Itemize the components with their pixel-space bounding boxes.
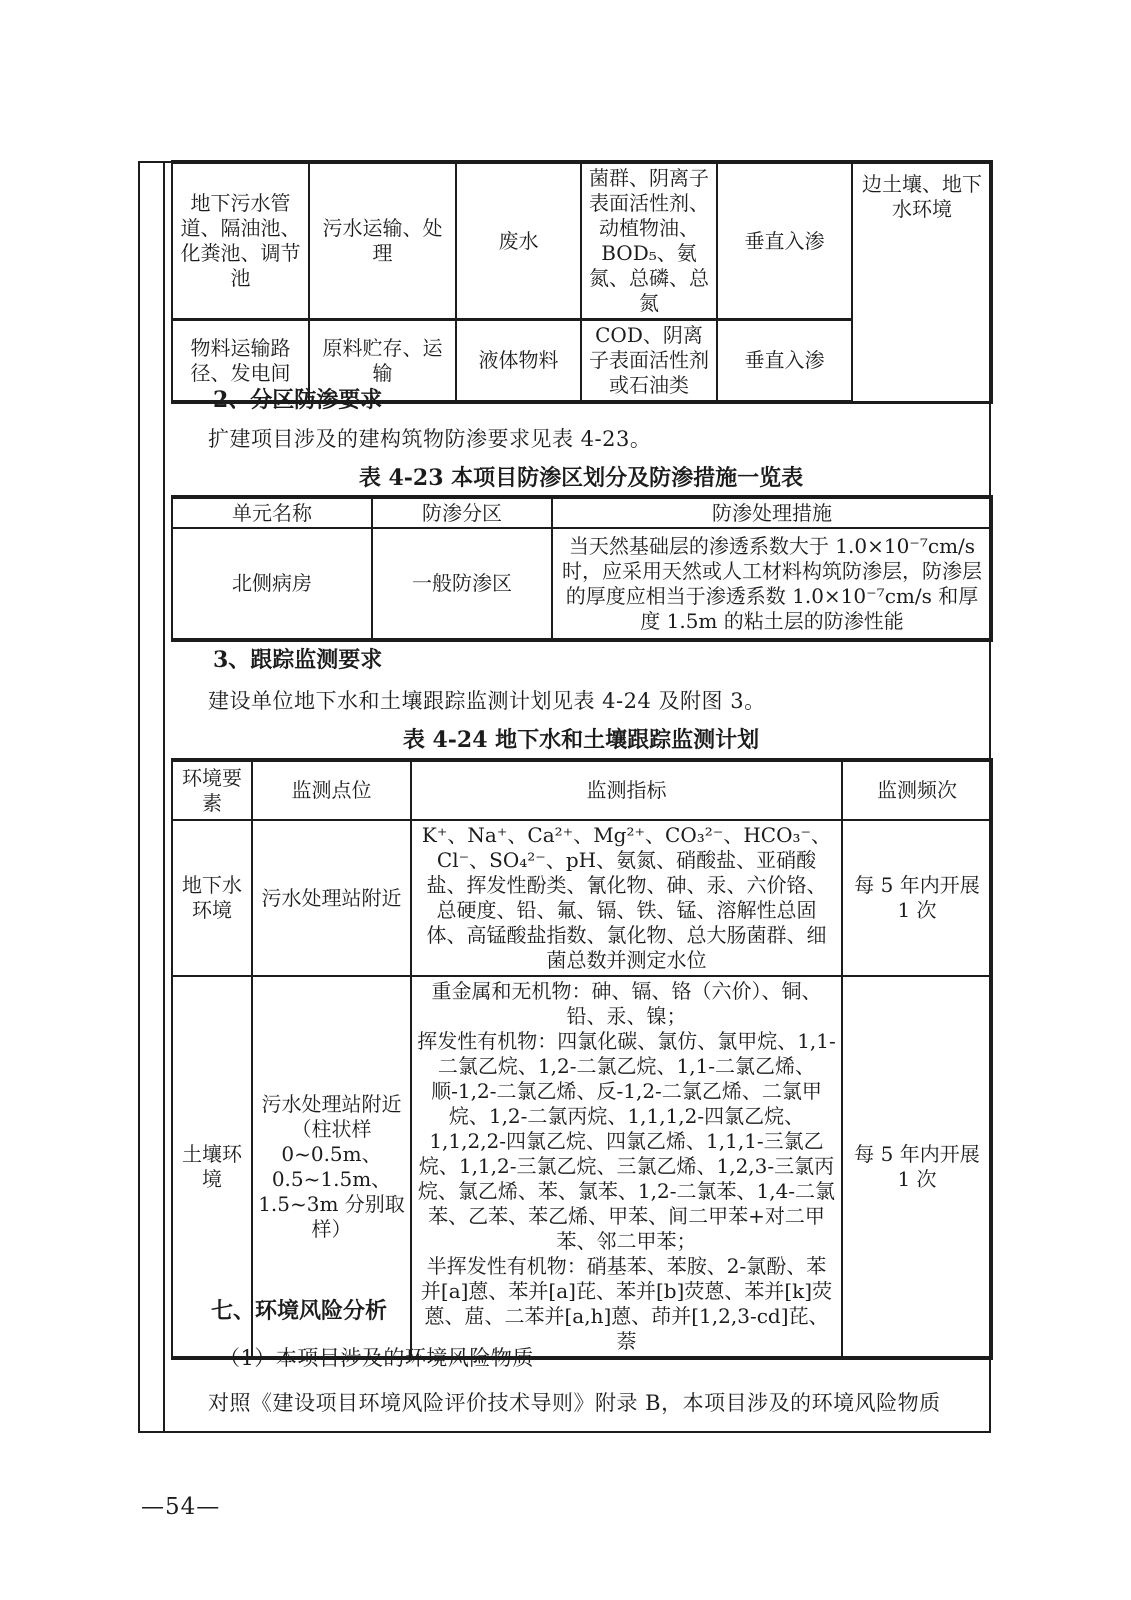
header-element: 环境要素: [172, 760, 252, 820]
header-point: 监测点位: [252, 760, 411, 820]
receptor-cell: 边土壤、地下水环境: [852, 162, 992, 402]
header-measure: 防渗处理措施: [552, 497, 992, 528]
pollutants-cell: 菌群、阴离子表面活性剂、动植物油、BOD₅、氨氮、总磷、总氮: [581, 162, 717, 320]
activity-cell: 污水运输、处理: [309, 162, 456, 320]
table-4-24-title: 表 4-24 地下水和土壤跟踪监测计划: [402, 727, 760, 753]
table-4-23-title: 表 4-23 本项目防渗区划分及防渗措施一览表: [358, 465, 804, 491]
element-cell: 地下水环境: [172, 820, 252, 976]
header-unit: 单元名称: [172, 497, 372, 528]
section-2-heading: 2、分区防渗要求: [213, 387, 383, 413]
section-3-paragraph: 建设单位地下水和土壤跟踪监测计划见表 4-24 及附图 3。: [208, 689, 766, 713]
monitoring-plan-table: [171, 758, 993, 1360]
page-number: —54—: [141, 1494, 221, 1520]
groundwater-row: [172, 820, 992, 976]
unit-cell: 地下污水管道、隔油池、化粪池、调节池: [172, 162, 309, 320]
form-frame: [138, 161, 991, 1433]
medium-cell: 液体物料: [456, 320, 581, 403]
measure-cell: 当天然基础层的渗透系数大于 1.0×10⁻⁷cm/s 时，应采用天然或人工材料构筑防渗层，防渗层的厚度应相当于渗透系数 1.0×10⁻⁷cm/s 和厚度 1.5m 的粘土层的防渗性能: [552, 528, 992, 640]
table-row: [172, 162, 992, 320]
table-row: [172, 528, 992, 640]
header-frequency: 监测频次: [842, 760, 992, 820]
left-column-divider: [163, 163, 165, 1431]
header-zone: 防渗分区: [372, 497, 552, 528]
section-7-paragraph-2: 对照《建设项目环境风险评价技术导则》附录 B，本项目涉及的环境风险物质: [208, 1391, 941, 1415]
section-2-paragraph: 扩建项目涉及的建构筑物防渗要求见表 4-23。: [208, 427, 652, 451]
header-indicators: 监测指标: [411, 760, 842, 820]
pathway-cell: 垂直入渗: [717, 162, 852, 320]
pathway-cell: 垂直入渗: [717, 320, 852, 403]
frequency-cell: 每 5 年内开展 1 次: [842, 976, 992, 1358]
activity-cell: 原料贮存、运输: [309, 320, 456, 403]
zone-cell: 一般防渗区: [372, 528, 552, 640]
element-cell: 土壤环境: [172, 976, 252, 1358]
unit-cell: 物料运输路径、发电间: [172, 320, 309, 403]
section-7-paragraph-1: （1）本项目涉及的环境风险物质: [219, 1346, 534, 1370]
table-header-row: [172, 760, 992, 820]
unit-cell: 北侧病房: [172, 528, 372, 640]
table-header-row: [172, 497, 992, 528]
heavy-metals-indicators: 重金属和无机物：砷、镉、铬（六价）、铜、铅、汞、镍；: [431, 979, 822, 1028]
pollution-pathway-table: [171, 160, 993, 404]
indicators-cell: K⁺、Na⁺、Ca²⁺、Mg²⁺、CO₃²⁻、HCO₃⁻、Cl⁻、SO₄²⁻、pH、氨氮、硝酸盐、亚硝酸盐、挥发性酚类、氰化物、砷、汞、六价铬、总硬度、铅、氟、镉、铁、锰、溶解性总固体、高锰酸盐指数、氯化物、总大肠菌群、细菌总数并测定水位: [411, 820, 842, 976]
medium-cell: 废水: [456, 162, 581, 320]
voc-indicators: 挥发性有机物：四氯化碳、氯仿、氯甲烷、1,1-二氯乙烷、1,2-二氯乙烷、1,1-二氯乙烯、顺-1,2-二氯乙烯、反-1,2-二氯乙烯、二氯甲烷、1,2-二氯丙烷、1,1,1,2-四氯乙烷、1,1,2,2-四氯乙烷、四氯乙烯、1,1,1-三氯乙烷、1,1,2-三氯乙烷、三氯乙烯、1,2,3-三氯丙烷、氯乙烯、苯、氯苯、1,2-二氯苯、1,4-二氯苯、乙苯、苯乙烯、甲苯、间二甲苯+对二甲苯、邻二甲苯；: [417, 1029, 836, 1253]
pollutants-cell: COD、阴离子表面活性剂或石油类: [581, 320, 717, 403]
frequency-cell: 每 5 年内开展 1 次: [842, 820, 992, 976]
indicators-cell: [411, 976, 842, 1358]
seepage-zone-table: [171, 495, 993, 642]
svoc-indicators: 半挥发性有机物：硝基苯、苯胺、2-氯酚、苯并[a]蒽、苯并[a]芘、苯并[b]荧蒽、苯并[k]荧蒽、䓛、二苯并[a,h]蒽、茚并[1,2,3-cd]芘、萘: [420, 1254, 833, 1353]
section-3-heading: 3、跟踪监测要求: [213, 647, 383, 673]
point-cell: 污水处理站附近: [252, 820, 411, 976]
point-cell: 污水处理站附近（柱状样 0~0.5m、0.5~1.5m、1.5~3m 分别取样）: [252, 976, 411, 1358]
section-7-heading: 七、环境风险分析: [211, 1298, 388, 1324]
